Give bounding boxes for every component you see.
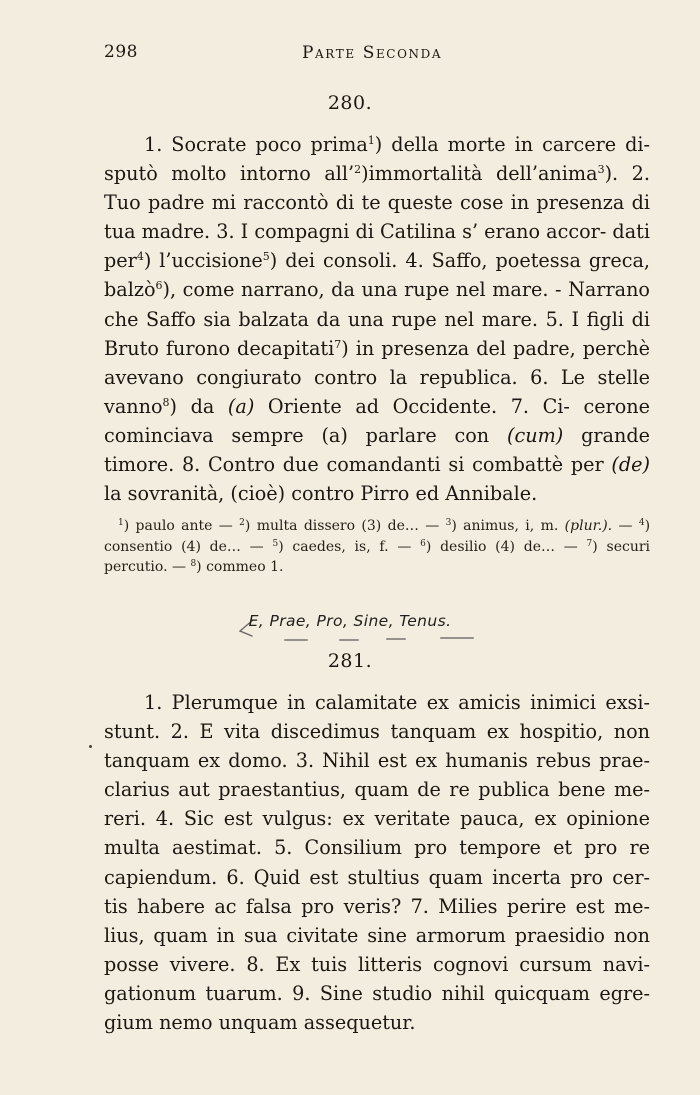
footnote-marker: 1	[118, 518, 124, 528]
pencil-underline	[440, 637, 474, 639]
footnote-marker: 4	[638, 518, 645, 528]
text-run: ) della morte in carcere di- sputò molto intorno all’	[104, 133, 650, 186]
text-run: ) da	[169, 394, 215, 418]
running-title: Parte Seconda	[302, 43, 443, 63]
footnote: ) desilio (4) de… —	[425, 538, 578, 555]
note-ref: 3	[597, 163, 605, 177]
section-number-280: 280.	[327, 92, 373, 114]
exercise-281-text	[104, 688, 650, 1037]
note-ref: 6	[155, 279, 163, 293]
page-number: 298	[104, 42, 138, 62]
note-ref: 7	[334, 337, 342, 351]
text-run: )immortalità dell’anima	[361, 162, 598, 186]
note-ref: 5	[262, 250, 270, 264]
footnotes-280	[104, 516, 650, 578]
footnotes-paragraph	[104, 516, 650, 578]
exercise-281-paragraph: 1. Plerumque in calamitate ex amicis inimici exsi- stunt. 2. E vita discedimus tanquam ex hospitio, non tanquam ex domo. 3. Nihil est ex humanis rebus prae- clarius aut praestantius, quam de re publica bene me- reri. 4. Sic est vulgus: ex veritate pauca, ex opinione multa aestimat. 5. Consilium pro tempore et pro re capiendum. 6. Quid est stultius quam incerta pro cer- tis habere ac falsa pro veris? 7. Milies perire est me- lius, quam in sua civitate sine armorum praesidio non posse vivere. 8. Ex tuis litteris cognovi cursum navi- gationum tuarum. 9. Sine studio nihil quicquam egre- gium nemo unquam assequetur.	[104, 691, 650, 1035]
footnote: ) caedes, is, f. —	[278, 538, 412, 555]
running-head	[104, 42, 652, 66]
note-ref: 1	[367, 134, 375, 147]
text-run: ) dei consoli. 4. Saffo, poetessa greca, balzò	[104, 249, 650, 302]
text-run: 1. Socrate poco prima	[144, 133, 368, 156]
italic-term: (de)	[611, 453, 650, 477]
footnote-marker: 5	[272, 538, 279, 549]
footnote: ) securi percutio. —	[104, 538, 651, 575]
footnote: ) paulo ante —	[123, 518, 233, 534]
text-run: ) l’uccisione	[143, 249, 263, 273]
text-run: Oriente ad Occidente. 7. Ci- cerone cominciava sempre (a) parlare con	[104, 394, 650, 447]
italic-term: (cum)	[506, 423, 564, 447]
footnote: ) consentio (4) de… —	[104, 518, 651, 555]
footnote: —	[618, 518, 633, 534]
text-run: ), come narrano, da una rupe nel mare. - Narrano che Saffo sia balzata da una rupe nel mare. 5. I figli di Bruto furono decapitati	[104, 278, 650, 360]
footnote: ) animus, i, m.	[451, 518, 559, 534]
note-ref: 8	[162, 395, 170, 409]
footnote-marker: 6	[420, 538, 426, 549]
text-run: la sovranità, (cioè) contro Pirro ed Annibale.	[104, 482, 538, 506]
exercise-280-paragraph	[104, 130, 650, 508]
pencil-underline	[386, 638, 406, 640]
footnote-marker: 3	[445, 518, 452, 528]
footnote: ) commeo 1.	[196, 559, 284, 575]
footnote-marker: 7	[586, 538, 593, 549]
text-run: ) in presenza del padre, perchè avevano congiurato contro la republica. 6. Le stelle vanno	[104, 336, 650, 418]
footnote-marker: 8	[190, 559, 197, 569]
italic-term: (a)	[227, 394, 255, 418]
footnote-marker: 2	[239, 518, 245, 528]
subheading-prepositions: E, Prae, Pro, Sine, Tenus.	[248, 612, 452, 630]
text-run: grande timore. 8. Contro due comandanti si combattè per	[104, 423, 650, 477]
note-ref: 2	[354, 163, 362, 177]
footnote: ) multa dissero (3) de… —	[244, 518, 440, 534]
exercise-280-text	[104, 130, 650, 508]
margin-dot	[89, 745, 92, 748]
text-run: ). 2. Tuo padre mi raccontò di te queste cose in presenza di tua madre. 3. I compagni di Catilina s’ erano accor- dati per	[104, 162, 650, 273]
note-ref: 4	[136, 250, 144, 264]
footnote-italic: (plur.).	[564, 518, 613, 534]
pencil-underline	[284, 639, 308, 641]
pencil-underline	[339, 639, 359, 641]
section-number-281: 281.	[327, 650, 373, 672]
